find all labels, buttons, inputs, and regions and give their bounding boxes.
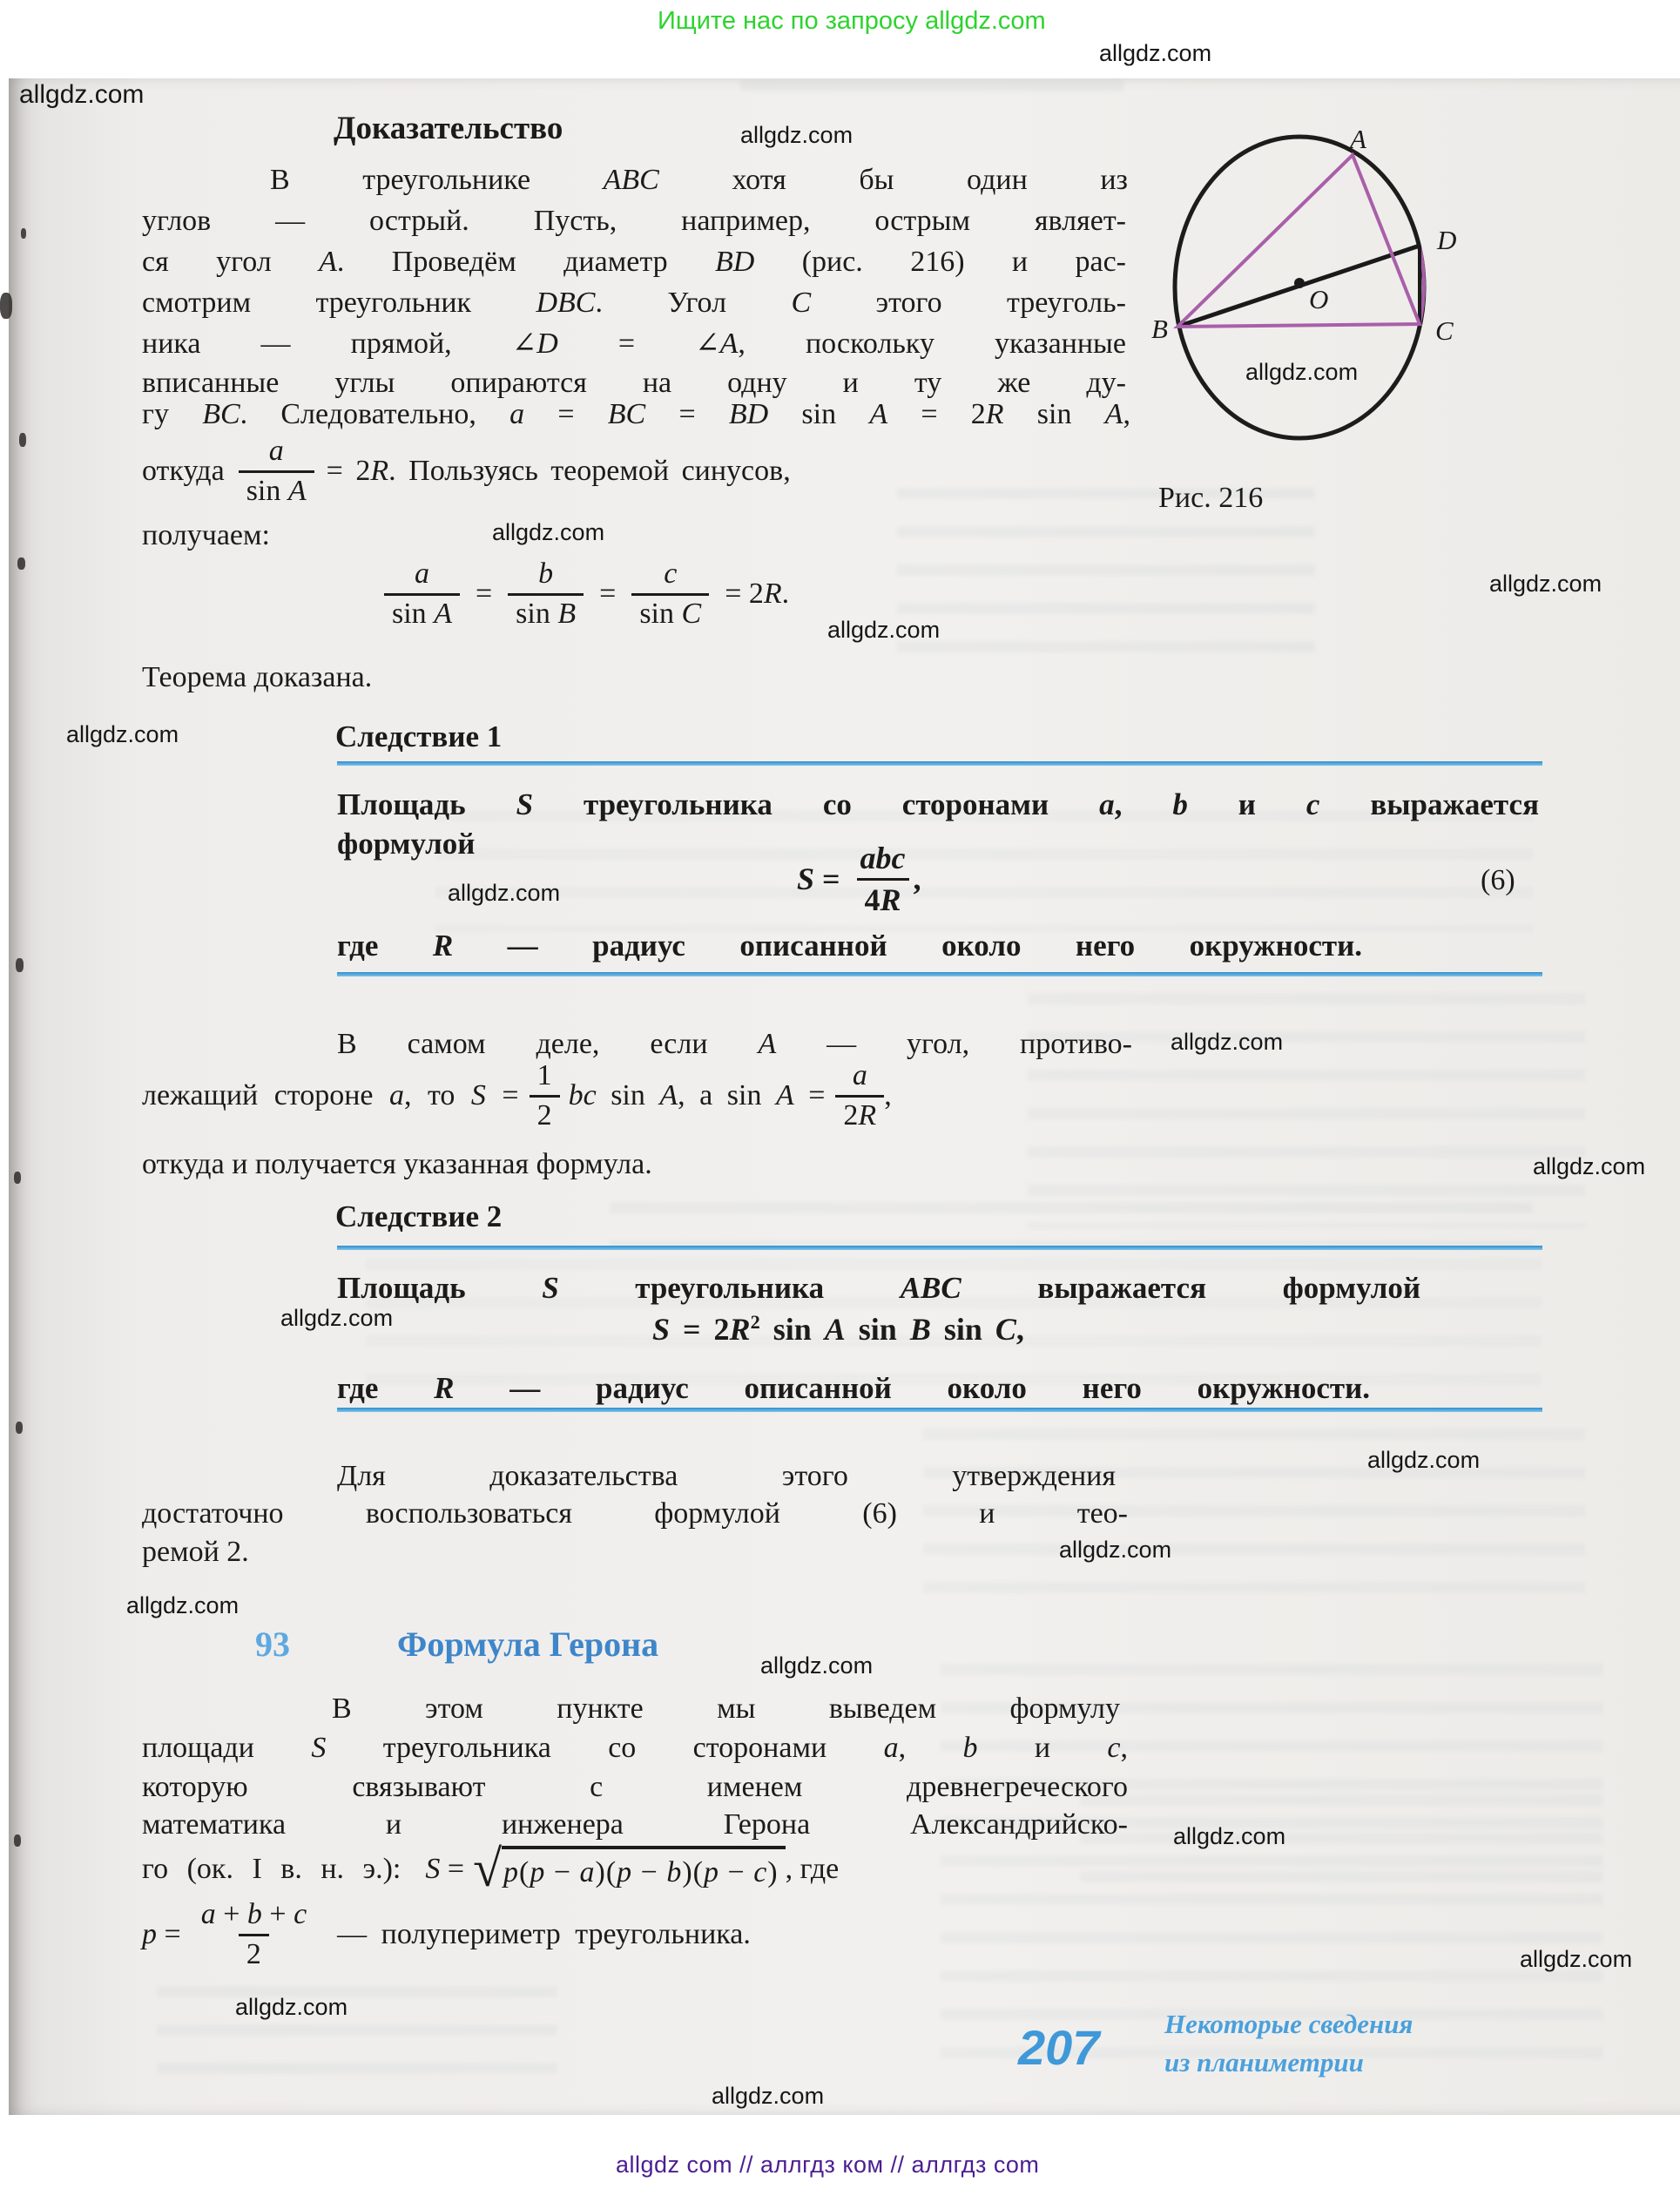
fraction-abc-over-4R: $\frac{\text{abc}}{4R}$ [853,841,914,915]
body-line: площади S треугольника со сторонами a, b и c, [142,1732,1129,1764]
proof-line: смотрим треугольник DBC. Угол C этого треуголь- [142,287,1126,319]
watermark: allgdz.com [492,519,605,545]
proof-line: вписанные углы опираются на одну и ту же ду- [142,367,1126,399]
chapter-name-line: из планиметрии [1164,2047,1364,2078]
proof-heading: Доказательство [334,111,563,146]
label-O: O [1309,284,1329,314]
corollary2-statement: Площадь S треугольника ABC выражается формулой [337,1271,1420,1305]
divider-rule [337,1408,1542,1412]
label-B: B [1151,314,1168,344]
watermark: allgdz.com [19,80,145,109]
law-of-sines-equation: $\frac{a}{\text{sin A}}$ = $\frac{b}{\text{sin B}}$ = $\frac{c}{\text{sin C}}$ = 2R. [384,556,789,632]
scan-speck [21,228,26,239]
proof-line: ника — прямой, ∠D = ∠A, поскольку указанные [142,328,1126,360]
body-line: откуда и получается указанная формула. [142,1148,652,1180]
watermark: allgdz.com [1533,1153,1646,1179]
corollary1-statement: формулой [337,827,476,861]
scan-speck [16,958,24,972]
body-line: математика и инженера Герона Александрийско- [142,1808,1128,1841]
corollary2-statement: где R — радиус описанной около него окружности. [337,1371,1371,1405]
fraction-one-half: $\frac{1}{2}$ [530,1060,560,1131]
corollary1-heading: Следствие 1 [335,720,503,753]
scan-speck [14,1834,21,1847]
watermark: allgdz.com [448,880,561,906]
label-A: A [1350,124,1366,154]
proof-line: ся угол A. Проведём диаметр BD (рис. 216) и рас- [142,246,1126,278]
corollary1-statement: Площадь S треугольника со сторонами a, b и c выражается [337,787,1540,821]
corollary2-formula: $S = 2R^2$ sin A sin B sin C, [652,1311,1024,1347]
fraction-a-over-sinA: $\frac{a}{\text{sin A}}$ [384,558,460,629]
scan-speck [16,1422,23,1434]
watermark: allgdz.com [1171,1029,1284,1055]
scan-speck [14,1172,21,1184]
proof-inline-formula: откуда $\frac{a}{\text{sin A}}$ = 2R. Пользуясь теоремой синусов, [142,435,791,507]
watermark: allgdz.com [280,1305,394,1331]
heron-formula-line: го (ок. I в. н. э.): S = √ p(p − a)(p − b)(p − c) , где [142,1840,840,1897]
fraction-semiperimeter: $\frac{a + b + c}{2}$ [200,1898,307,1970]
figure-circumscribed-circle [1148,103,1470,462]
label-D: D [1437,225,1457,255]
corollary2-heading: Следствие 2 [335,1199,503,1233]
page-number: 207 [1018,2020,1100,2075]
body-line: достаточно воспользоваться формулой (6) и тео- [142,1497,1128,1530]
square-root: √ p(p − a)(p − b)(p − c) [473,1846,786,1893]
chapter-name-line: Некоторые сведения [1164,2009,1413,2039]
proof-line: углов — острый. Пусть, например, острым являет- [142,205,1126,237]
body-line: которую связывают с именем древнегреческого [142,1771,1128,1803]
formula-6: S = $\frac{\text{abc}}{4R}$ , [797,841,921,917]
fraction-c-over-sinC: $\frac{c}{\text{sin C}}$ [631,558,709,629]
watermark: allgdz.com [760,1652,874,1679]
center-dot-O [1294,278,1305,288]
label-C: C [1435,315,1454,346]
equation-number: (6) [1481,864,1515,896]
body-line: В самом деле, если A — угол, противо- [337,1028,1133,1060]
divider-rule [337,1246,1542,1250]
watermark: allgdz.com [827,617,941,643]
watermark: allgdz.com [1520,1946,1633,1972]
fraction-a-over-sinA: $\frac{a}{\text{sin A}}$ [239,436,314,506]
watermark: allgdz.com [1173,1823,1286,1849]
body-line: Для доказательства этого утверждения [337,1460,1116,1492]
corollary1-statement: где R — радиус описанной около него окружности. [337,929,1362,963]
watermark: allgdz.com [126,1592,240,1618]
proof-line: В треугольнике ABC хотя бы один из [270,164,1128,196]
watermark: allgdz.com [1367,1447,1481,1473]
fraction-a-over-2R: $\frac{a}{2R}$ [835,1060,884,1131]
watermark: allgdz.com [1099,40,1212,66]
watermark: allgdz.com [1489,571,1602,597]
divider-rule [337,972,1542,976]
fraction-b-over-sinB: $\frac{b}{\text{sin B}}$ [508,558,584,629]
bottom-promo-text: allgdz com // аллгдз ком // аллгдз com [616,2152,1040,2178]
figure-caption: Рис. 216 [1158,482,1264,514]
top-promo-text: Ищите нас по запросу allgdz.com [658,7,1046,35]
body-line: В этом пункте мы выведем формулу [332,1692,1120,1725]
proof-line: гу BC. Следовательно, a = BC = BD sin A = 2R sin A, [142,398,1130,430]
scan-speck [17,557,25,570]
body-inline-formula: лежащий стороне a, то S = $\frac{1}{2}$ bc sin A, а sin A = $\frac{a}{2R}$ , [142,1059,892,1132]
divider-rule [337,761,1542,766]
watermark: allgdz.com [66,721,179,747]
section-number: 93 [255,1625,290,1664]
body-line: ремой 2. [142,1536,249,1568]
watermark: allgdz.com [712,2083,825,2109]
qed-line: Теорема доказана. [142,661,373,693]
watermark: allgdz.com [235,1994,348,2020]
proof-line: получаем: [142,519,270,551]
watermark: allgdz.com [1059,1537,1172,1563]
watermark: allgdz.com [740,122,853,148]
section-title: Формула Герона [397,1625,659,1664]
scan-speck [19,433,26,447]
watermark: allgdz.com [1245,359,1359,385]
semiperimeter-formula-line: p = $\frac{a + b + c}{2}$ — полупериметр треугольника. [142,1898,751,1970]
scan-speck [0,293,12,319]
